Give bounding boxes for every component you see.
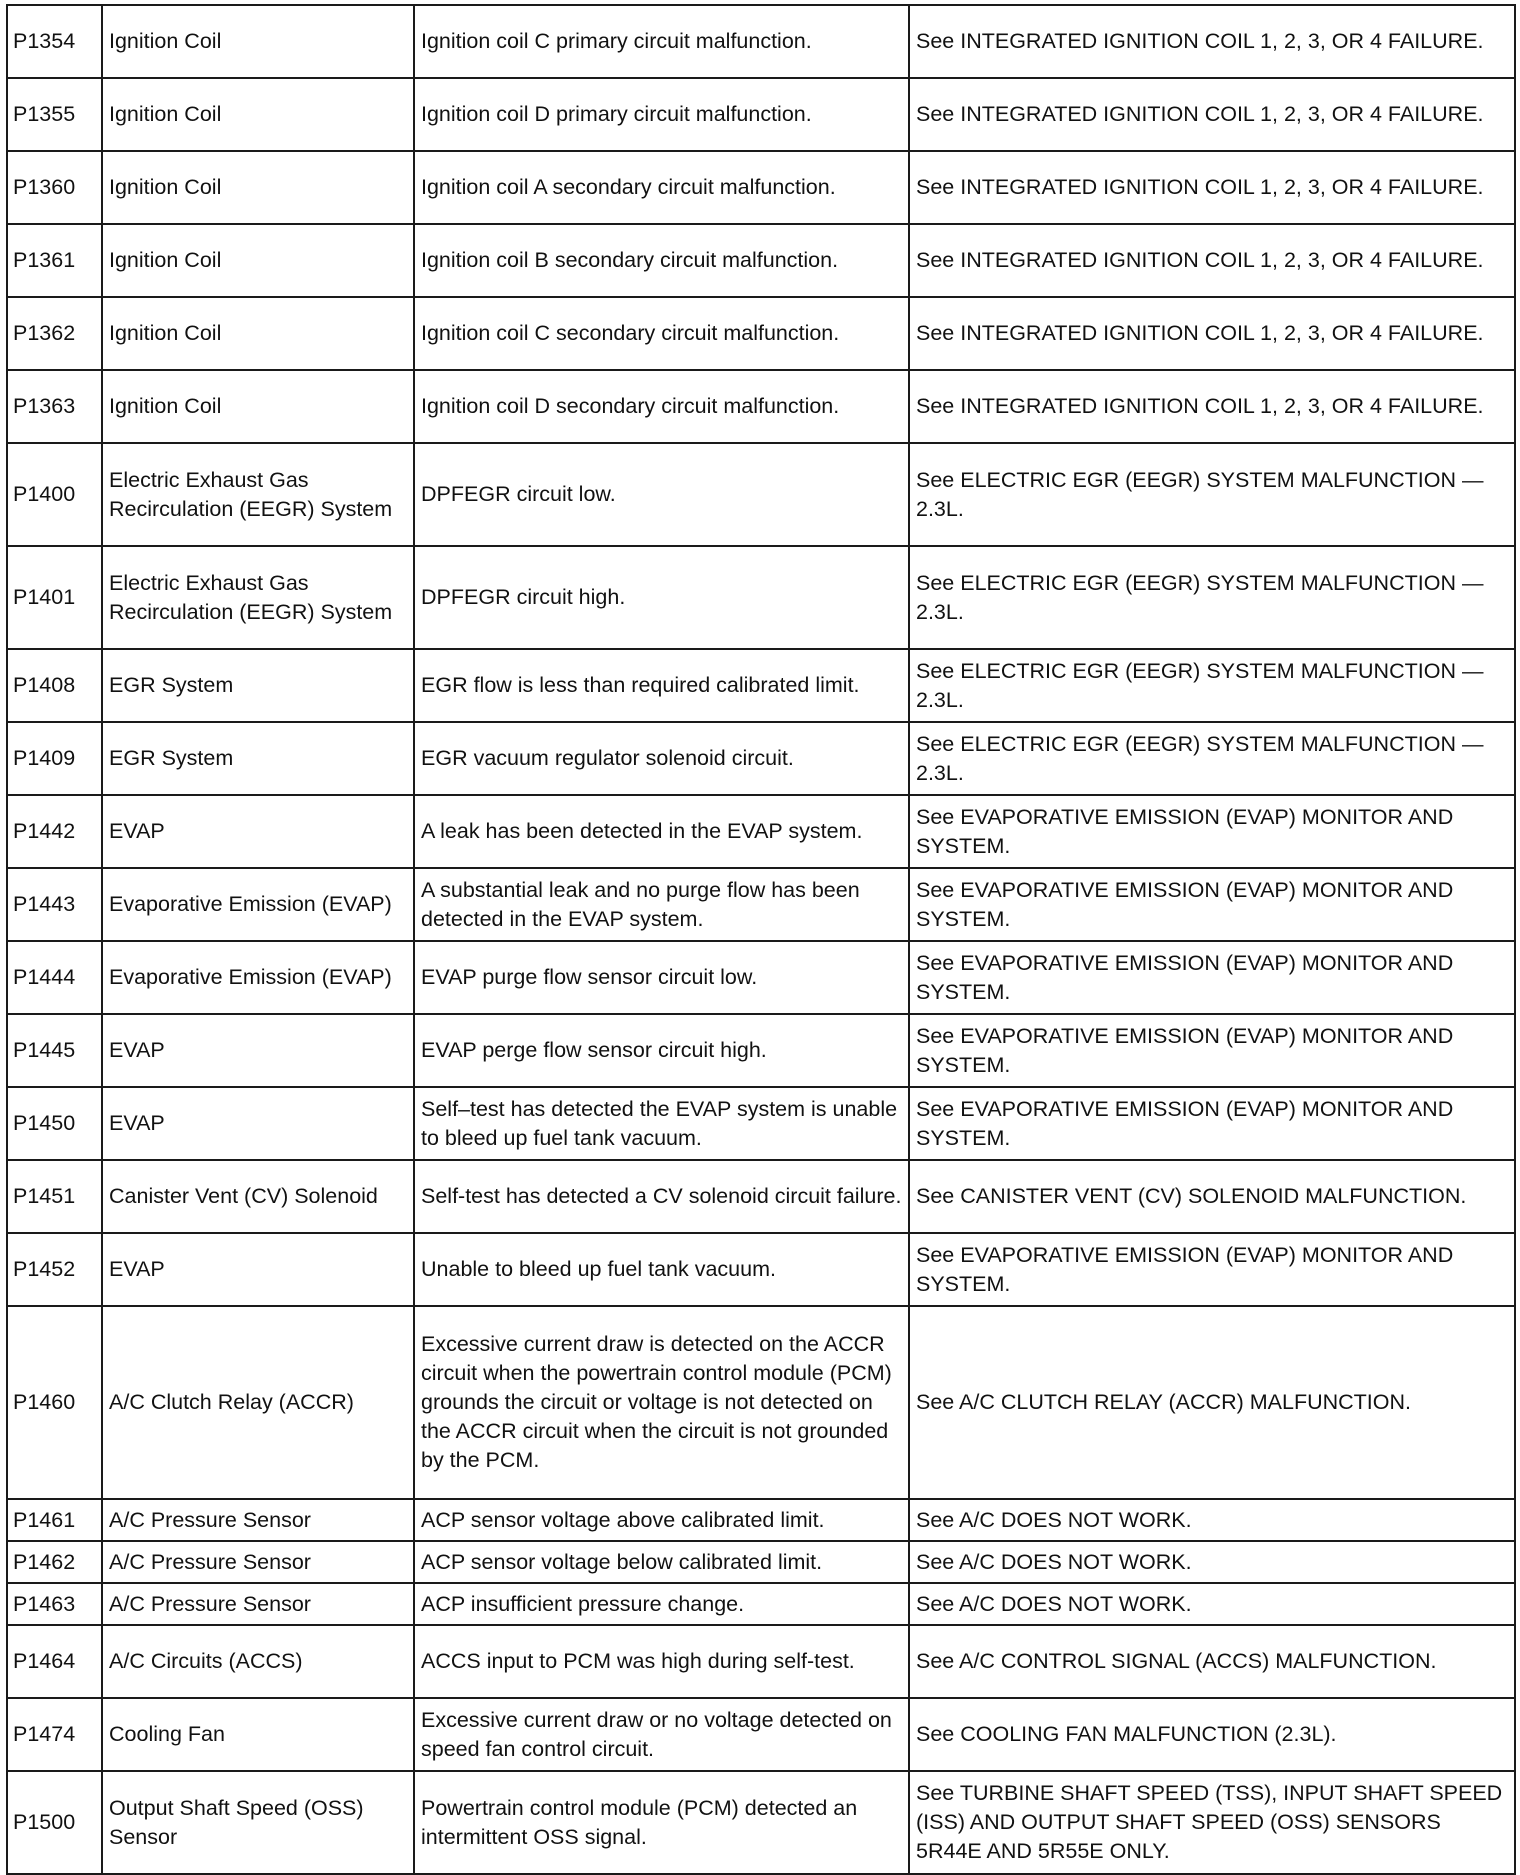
- dtc-action: See A/C CLUTCH RELAY (ACCR) MALFUNCTION.: [909, 1306, 1515, 1499]
- dtc-system: Electric Exhaust Gas Recirculation (EEGR) System: [102, 443, 414, 546]
- dtc-description: ACP sensor voltage below calibrated limit.: [414, 1541, 909, 1583]
- dtc-code: P1451: [7, 1160, 102, 1233]
- dtc-code: P1360: [7, 151, 102, 224]
- dtc-code: P1354: [7, 5, 102, 78]
- dtc-system: Ignition Coil: [102, 224, 414, 297]
- dtc-system: Ignition Coil: [102, 151, 414, 224]
- dtc-system: A/C Pressure Sensor: [102, 1583, 414, 1625]
- dtc-description: Ignition coil B secondary circuit malfunction.: [414, 224, 909, 297]
- dtc-system: EVAP: [102, 1014, 414, 1087]
- dtc-code: P1409: [7, 722, 102, 795]
- dtc-system: Ignition Coil: [102, 370, 414, 443]
- dtc-action: See A/C DOES NOT WORK.: [909, 1499, 1515, 1541]
- dtc-description: EVAP perge flow sensor circuit high.: [414, 1014, 909, 1087]
- dtc-description: Excessive current draw or no voltage detected on speed fan control circuit.: [414, 1698, 909, 1771]
- dtc-system: Evaporative Emission (EVAP): [102, 941, 414, 1014]
- dtc-code: P1463: [7, 1583, 102, 1625]
- dtc-system: Ignition Coil: [102, 297, 414, 370]
- table-row: [7, 546, 1515, 649]
- table-row: [7, 795, 1515, 868]
- dtc-system: EVAP: [102, 1233, 414, 1306]
- dtc-action: See INTEGRATED IGNITION COIL 1, 2, 3, OR 4 FAILURE.: [909, 370, 1515, 443]
- table-row: [7, 1160, 1515, 1233]
- dtc-action: See INTEGRATED IGNITION COIL 1, 2, 3, OR 4 FAILURE.: [909, 5, 1515, 78]
- dtc-system: Canister Vent (CV) Solenoid: [102, 1160, 414, 1233]
- dtc-code: P1474: [7, 1698, 102, 1771]
- table-row: [7, 649, 1515, 722]
- table-row: [7, 1499, 1515, 1541]
- dtc-system: A/C Pressure Sensor: [102, 1499, 414, 1541]
- dtc-code: P1462: [7, 1541, 102, 1583]
- dtc-description: Ignition coil D primary circuit malfunction.: [414, 78, 909, 151]
- dtc-system: A/C Circuits (ACCS): [102, 1625, 414, 1698]
- dtc-action: See EVAPORATIVE EMISSION (EVAP) MONITOR AND SYSTEM.: [909, 795, 1515, 868]
- dtc-description: EGR flow is less than required calibrated limit.: [414, 649, 909, 722]
- dtc-system: A/C Clutch Relay (ACCR): [102, 1306, 414, 1499]
- dtc-code: P1363: [7, 370, 102, 443]
- dtc-system: Ignition Coil: [102, 78, 414, 151]
- table-row: [7, 78, 1515, 151]
- dtc-description: Ignition coil C secondary circuit malfunction.: [414, 297, 909, 370]
- table-row: [7, 370, 1515, 443]
- dtc-action: See EVAPORATIVE EMISSION (EVAP) MONITOR AND SYSTEM.: [909, 941, 1515, 1014]
- dtc-system: Cooling Fan: [102, 1698, 414, 1771]
- dtc-description: EVAP purge flow sensor circuit low.: [414, 941, 909, 1014]
- table-row: [7, 297, 1515, 370]
- dtc-code: P1442: [7, 795, 102, 868]
- dtc-action: See INTEGRATED IGNITION COIL 1, 2, 3, OR 4 FAILURE.: [909, 78, 1515, 151]
- table-row: [7, 1625, 1515, 1698]
- table-row: [7, 1306, 1515, 1499]
- dtc-table: [6, 4, 1516, 1875]
- dtc-action: See A/C DOES NOT WORK.: [909, 1541, 1515, 1583]
- dtc-system: Output Shaft Speed (OSS) Sensor: [102, 1771, 414, 1874]
- dtc-description: A leak has been detected in the EVAP system.: [414, 795, 909, 868]
- dtc-description: Unable to bleed up fuel tank vacuum.: [414, 1233, 909, 1306]
- table-row: [7, 1698, 1515, 1771]
- dtc-action: See CANISTER VENT (CV) SOLENOID MALFUNCTION.: [909, 1160, 1515, 1233]
- dtc-description: Ignition coil D secondary circuit malfunction.: [414, 370, 909, 443]
- dtc-description: ACCS input to PCM was high during self-test.: [414, 1625, 909, 1698]
- dtc-code: P1408: [7, 649, 102, 722]
- dtc-description: ACP insufficient pressure change.: [414, 1583, 909, 1625]
- dtc-description: Self–test has detected the EVAP system is unable to bleed up fuel tank vacuum.: [414, 1087, 909, 1160]
- dtc-action: See INTEGRATED IGNITION COIL 1, 2, 3, OR 4 FAILURE.: [909, 151, 1515, 224]
- dtc-description: DPFEGR circuit low.: [414, 443, 909, 546]
- table-row: [7, 868, 1515, 941]
- dtc-code: P1361: [7, 224, 102, 297]
- dtc-code: P1461: [7, 1499, 102, 1541]
- dtc-system: EVAP: [102, 795, 414, 868]
- dtc-code: P1362: [7, 297, 102, 370]
- dtc-action: See ELECTRIC EGR (EEGR) SYSTEM MALFUNCTION — 2.3L.: [909, 443, 1515, 546]
- dtc-description: A substantial leak and no purge flow has been detected in the EVAP system.: [414, 868, 909, 941]
- dtc-code: P1500: [7, 1771, 102, 1874]
- dtc-code: P1464: [7, 1625, 102, 1698]
- dtc-action: See ELECTRIC EGR (EEGR) SYSTEM MALFUNCTION — 2.3L.: [909, 722, 1515, 795]
- table-row: [7, 941, 1515, 1014]
- dtc-description: ACP sensor voltage above calibrated limit.: [414, 1499, 909, 1541]
- dtc-action: See A/C DOES NOT WORK.: [909, 1583, 1515, 1625]
- dtc-code: P1452: [7, 1233, 102, 1306]
- dtc-description: Excessive current draw is detected on the ACCR circuit when the powertrain control module (PCM) grounds the circuit or voltage is not detected on the ACCR circuit when the circuit is not grounded by the PCM.: [414, 1306, 909, 1499]
- dtc-system: EGR System: [102, 722, 414, 795]
- table-row: [7, 1014, 1515, 1087]
- dtc-system: Electric Exhaust Gas Recirculation (EEGR) System: [102, 546, 414, 649]
- table-row: [7, 5, 1515, 78]
- dtc-action: See ELECTRIC EGR (EEGR) SYSTEM MALFUNCTION — 2.3L.: [909, 546, 1515, 649]
- table-row: [7, 1541, 1515, 1583]
- dtc-description: Ignition coil A secondary circuit malfunction.: [414, 151, 909, 224]
- dtc-action: See INTEGRATED IGNITION COIL 1, 2, 3, OR 4 FAILURE.: [909, 297, 1515, 370]
- dtc-description: DPFEGR circuit high.: [414, 546, 909, 649]
- table-row: [7, 1771, 1515, 1874]
- dtc-code: P1450: [7, 1087, 102, 1160]
- dtc-description: Powertrain control module (PCM) detected an intermittent OSS signal.: [414, 1771, 909, 1874]
- dtc-description: Ignition coil C primary circuit malfunction.: [414, 5, 909, 78]
- dtc-system: Ignition Coil: [102, 5, 414, 78]
- dtc-system: EGR System: [102, 649, 414, 722]
- dtc-code: P1355: [7, 78, 102, 151]
- dtc-code: P1400: [7, 443, 102, 546]
- dtc-action: See INTEGRATED IGNITION COIL 1, 2, 3, OR 4 FAILURE.: [909, 224, 1515, 297]
- table-row: [7, 1233, 1515, 1306]
- table-row: [7, 151, 1515, 224]
- dtc-action: See EVAPORATIVE EMISSION (EVAP) MONITOR AND SYSTEM.: [909, 1233, 1515, 1306]
- table-row: [7, 722, 1515, 795]
- dtc-code: P1444: [7, 941, 102, 1014]
- table-row: [7, 1583, 1515, 1625]
- table-row: [7, 224, 1515, 297]
- dtc-action: See EVAPORATIVE EMISSION (EVAP) MONITOR AND SYSTEM.: [909, 1087, 1515, 1160]
- dtc-code: P1445: [7, 1014, 102, 1087]
- dtc-description: Self-test has detected a CV solenoid circuit failure.: [414, 1160, 909, 1233]
- dtc-description: EGR vacuum regulator solenoid circuit.: [414, 722, 909, 795]
- dtc-code: P1401: [7, 546, 102, 649]
- dtc-system: Evaporative Emission (EVAP): [102, 868, 414, 941]
- dtc-code: P1443: [7, 868, 102, 941]
- dtc-action: See ELECTRIC EGR (EEGR) SYSTEM MALFUNCTION — 2.3L.: [909, 649, 1515, 722]
- dtc-action: See COOLING FAN MALFUNCTION (2.3L).: [909, 1698, 1515, 1771]
- dtc-action: See A/C CONTROL SIGNAL (ACCS) MALFUNCTION.: [909, 1625, 1515, 1698]
- table-row: [7, 1087, 1515, 1160]
- dtc-system: EVAP: [102, 1087, 414, 1160]
- dtc-action: See EVAPORATIVE EMISSION (EVAP) MONITOR AND SYSTEM.: [909, 1014, 1515, 1087]
- dtc-system: A/C Pressure Sensor: [102, 1541, 414, 1583]
- dtc-action: See EVAPORATIVE EMISSION (EVAP) MONITOR AND SYSTEM.: [909, 868, 1515, 941]
- dtc-action: See TURBINE SHAFT SPEED (TSS), INPUT SHAFT SPEED (ISS) AND OUTPUT SHAFT SPEED (OSS) SENSORS 5R44E AND 5R55E ONLY.: [909, 1771, 1515, 1874]
- table-row: [7, 443, 1515, 546]
- dtc-code: P1460: [7, 1306, 102, 1499]
